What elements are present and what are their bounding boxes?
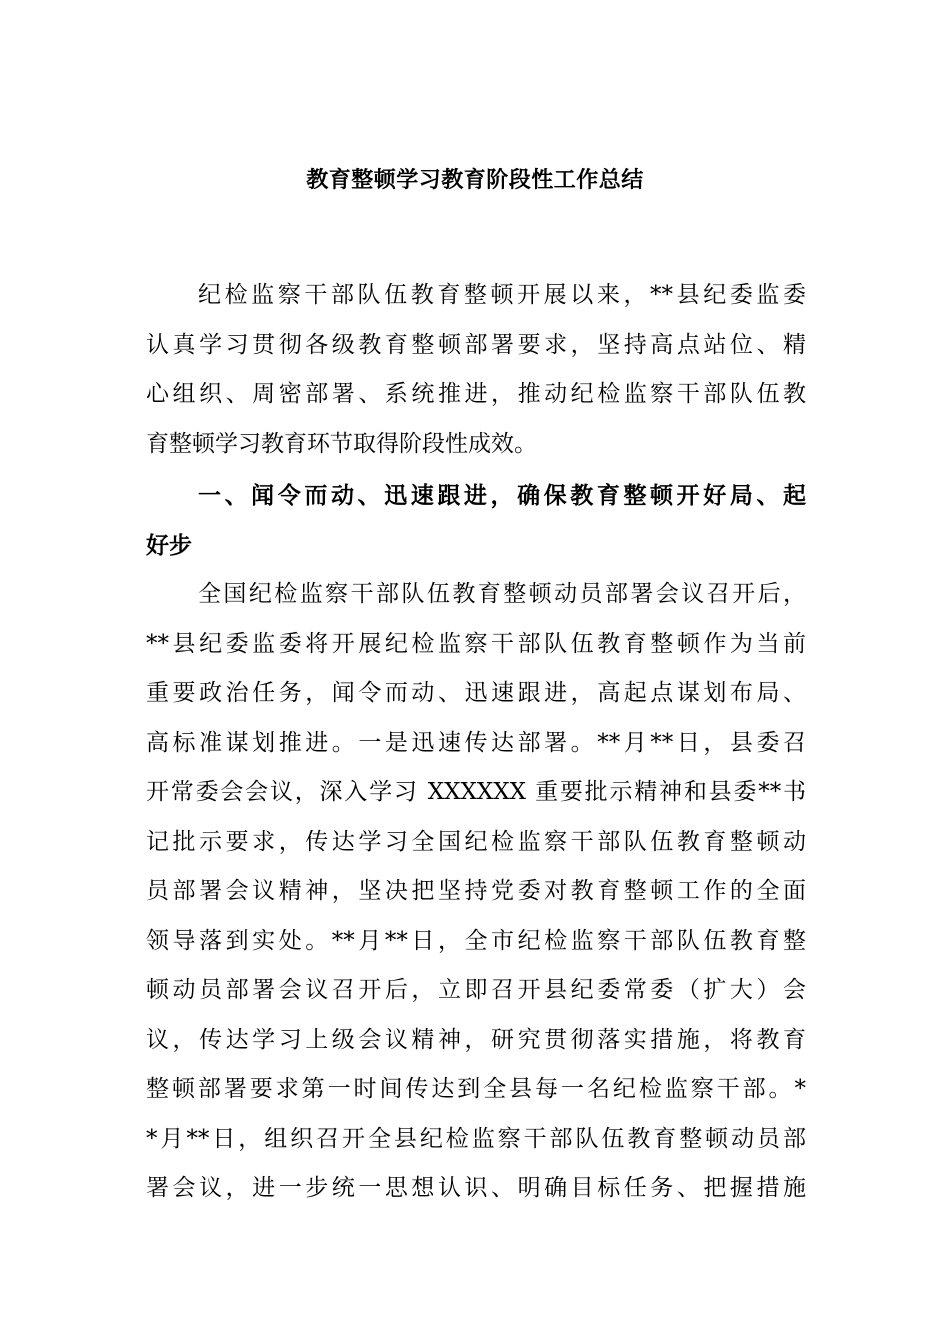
- paragraph-line: **县纪委监委将开展纪检监察干部队伍教育整顿作为当前: [146, 630, 806, 657]
- paragraph-line: 认真学习贯彻各级教育整顿部署要求，坚持高点站位、精: [146, 331, 806, 358]
- paragraph-line: 记批示要求，传达学习全国纪检监察干部队伍教育整顿动: [146, 828, 806, 855]
- paragraph-line: 员部署会议精神，坚决把坚持党委对教育整顿工作的全面: [146, 878, 806, 904]
- paragraph-line: 署会议，进一步统一思想认识、明确目标任务、把握措施: [146, 1175, 806, 1201]
- paragraph-line: *月**日，组织召开全县纪检监察干部队伍教育整顿动员部: [146, 1125, 806, 1152]
- paragraph-line: 领导落到实处。**月**日，全市纪检监察干部队伍教育整: [146, 927, 806, 954]
- paragraph-line: 开常委会会议，深入学习 XXXXXX 重要批示精神和县委**书: [146, 779, 806, 805]
- paragraph-line: 心组织、周密部署、系统推进，推动纪检监察干部队伍教: [146, 381, 806, 407]
- document-title: 教育整顿学习教育阶段性工作总结: [306, 167, 644, 193]
- paragraph-line: 重要政治任务，闻令而动、迅速跟进，高起点谋划布局、: [146, 680, 806, 706]
- paragraph-line: 顿动员部署会议召开后，立即召开县纪委常委（扩大）会: [146, 977, 806, 1003]
- section-heading-1: [146, 471, 806, 570]
- section-1-paragraph: [146, 570, 806, 1214]
- intro-paragraph: [146, 271, 806, 469]
- paragraph-line: 议，传达学习上级会议精神，研究贯彻落实措施，将教育: [146, 1026, 806, 1053]
- paragraph-line: 育整顿学习教育环节取得阶段性成效。: [146, 430, 537, 457]
- paragraph-line: 纪检监察干部队伍教育整顿开展以来，**县纪委监委: [198, 282, 806, 308]
- paragraph-line: 全国纪检监察干部队伍教育整顿动员部署会议召开后，: [198, 581, 806, 607]
- paragraph-line: 高标准谋划推进。一是迅速传达部署。**月**日，县委召: [146, 729, 806, 756]
- paragraph-line: 整顿部署要求第一时间传达到全县每一名纪检监察干部。*: [146, 1076, 806, 1102]
- heading-line: 好步: [146, 531, 192, 559]
- heading-line: 一、闻令而动、迅速跟进，确保教育整顿开好局、起: [198, 482, 806, 509]
